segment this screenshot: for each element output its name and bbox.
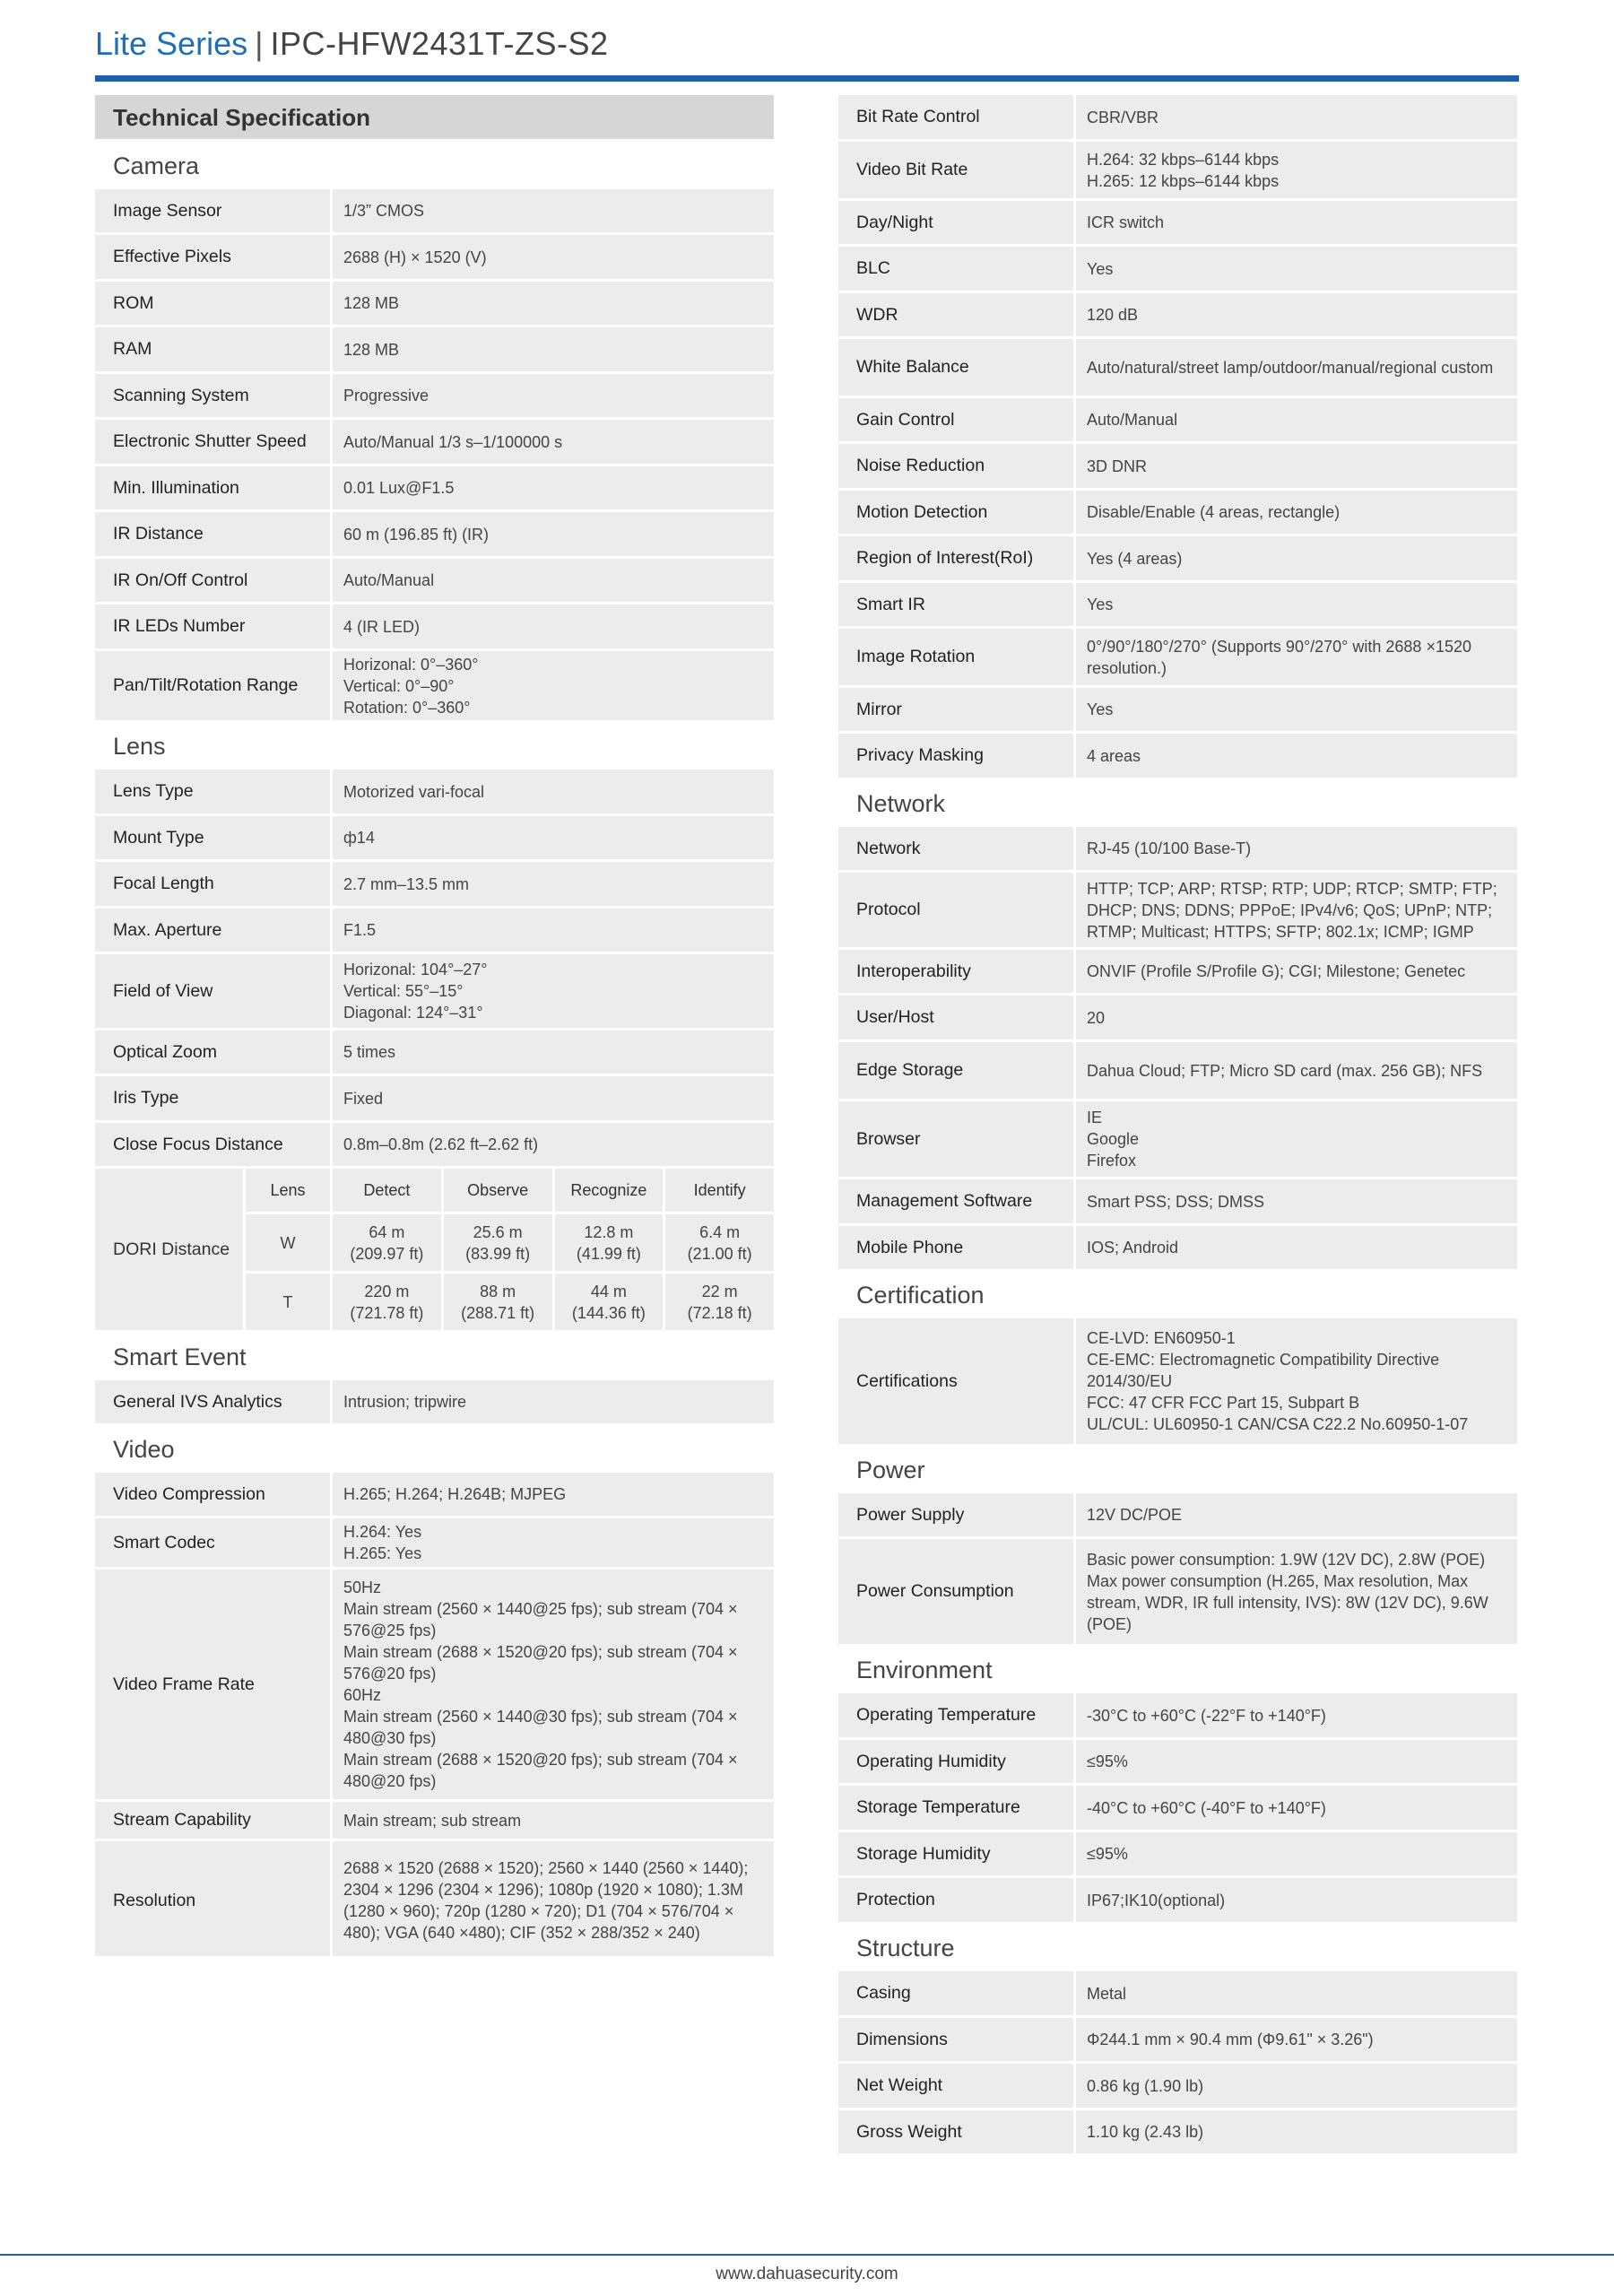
spec-key: Motion Detection — [838, 491, 1073, 534]
spec-row — [838, 734, 1517, 778]
footer-url: www.dahuasecurity.com — [716, 2265, 898, 2283]
spec-key: Field of View — [95, 954, 330, 1028]
section-camera: Camera — [113, 152, 200, 179]
spec-row — [838, 95, 1517, 139]
spec-key: IR LEDs Number — [95, 604, 330, 648]
spec-row — [838, 1786, 1517, 1830]
spec-row — [838, 201, 1517, 244]
spec-row — [838, 583, 1517, 626]
dori-cell: 25.6 m (83.99 ft) — [444, 1214, 552, 1271]
dori-label: DORI Distance — [95, 1169, 243, 1330]
spec-value: ф14 — [333, 816, 774, 859]
spec-value: Metal — [1076, 1971, 1517, 2015]
spec-key: Image Rotation — [838, 629, 1073, 685]
dori-header-cell: Observe — [444, 1169, 552, 1212]
spec-row — [838, 1971, 1517, 2015]
section-certification: Certification — [856, 1282, 985, 1309]
spec-value: 128 MB — [333, 327, 774, 371]
spec-value: Φ244.1 mm × 90.4 mm (Φ9.61" × 3.26") — [1076, 2018, 1517, 2061]
spec-row — [838, 996, 1517, 1039]
spec-row — [838, 444, 1517, 488]
spec-value: IP67;IK10(optional) — [1076, 1878, 1517, 1922]
spec-row — [838, 688, 1517, 731]
spec-key: RAM — [95, 327, 330, 371]
spec-row — [95, 770, 774, 813]
spec-row — [838, 1539, 1517, 1644]
structure-table — [838, 1971, 1517, 2153]
spec-row — [838, 293, 1517, 336]
spec-value: Auto/natural/street lamp/outdoor/manual/regional custom — [1076, 339, 1517, 396]
section-environment: Environment — [856, 1657, 993, 1683]
spec-row — [95, 374, 774, 417]
spec-key: Edge Storage — [838, 1042, 1073, 1099]
spec-value: IE Google Firefox — [1076, 1101, 1517, 1177]
spec-key: Management Software — [838, 1179, 1073, 1223]
camera-table — [95, 189, 774, 720]
spec-value: IOS; Android — [1076, 1226, 1517, 1269]
environment-table — [838, 1693, 1517, 1922]
spec-row — [838, 536, 1517, 580]
spec-key: Iris Type — [95, 1076, 330, 1120]
right-column — [838, 95, 1517, 2283]
spec-value: 5 times — [333, 1031, 774, 1074]
spec-row — [838, 339, 1517, 396]
spec-key: Lens Type — [95, 770, 330, 813]
spec-key: Focal Length — [95, 862, 330, 906]
spec-row — [838, 1878, 1517, 1922]
spec-row — [95, 1570, 774, 1799]
spec-value: 0°/90°/180°/270° (Supports 90°/270° with 2688 ×1520 resolution.) — [1076, 629, 1517, 685]
spec-value: 128 MB — [333, 282, 774, 325]
spec-value: 2688 (H) × 1520 (V) — [333, 235, 774, 279]
section-video: Video — [113, 1436, 175, 1463]
spec-key: Video Frame Rate — [95, 1570, 330, 1799]
spec-row — [95, 862, 774, 906]
spec-value: 4 (IR LED) — [333, 604, 774, 648]
spec-value: 4 areas — [1076, 734, 1517, 778]
section-power: Power — [856, 1457, 925, 1483]
spec-value: F1.5 — [333, 909, 774, 952]
footer-rule — [0, 2254, 1614, 2256]
spec-row — [838, 491, 1517, 534]
spec-value: 2688 × 1520 (2688 × 1520); 2560 × 1440 (2560 × 1440); 2304 × 1296 (2304 × 1296); 1080p (1920 × 1080); 1.3M (1280 × 960); 720p (1280 × 720); D1 (704 × 576/704 × 480); VGA (640 ×480); CIF (352 × 288/352 × 240) — [333, 1841, 774, 1956]
spec-value: Basic power consumption: 1.9W (12V DC), 2.8W (POE) Max power consumption (H.265, Max resolution, Max stream, WDR, IR full intensity, IVS): 8W (12V DC), 9.6W (POE) — [1076, 1539, 1517, 1644]
section-network: Network — [856, 790, 946, 817]
spec-key: Stream Capability — [95, 1802, 330, 1839]
section-smart-event: Smart Event — [113, 1344, 247, 1370]
spec-row — [838, 827, 1517, 870]
spec-key: Storage Humidity — [838, 1832, 1073, 1875]
spec-value: ICR switch — [1076, 201, 1517, 244]
spec-key: Casing — [838, 1971, 1073, 2015]
spec-row — [838, 1832, 1517, 1875]
spec-value: HTTP; TCP; ARP; RTSP; RTP; UDP; RTCP; SMTP; FTP; DHCP; DNS; DDNS; PPPoE; IPv4/v6; QoS; UPnP; NTP; RTMP; Multicast; HTTPS; SFTP; 802.1x; ICMP; IGMP — [1076, 873, 1517, 947]
spec-row — [95, 954, 774, 1028]
spec-value: Progressive — [333, 374, 774, 417]
spec-value: 120 dB — [1076, 293, 1517, 336]
spec-key: BLC — [838, 247, 1073, 291]
spec-row — [95, 466, 774, 509]
technical-specification-title: Technical Specification — [95, 95, 774, 139]
spec-row — [838, 1493, 1517, 1536]
spec-row — [95, 1031, 774, 1074]
spec-key: Operating Temperature — [838, 1693, 1073, 1737]
spec-key: Gain Control — [838, 398, 1073, 441]
spec-row — [95, 282, 774, 325]
dori-cell: 6.4 m (21.00 ft) — [665, 1214, 774, 1271]
spec-value: RJ-45 (10/100 Base-T) — [1076, 827, 1517, 870]
dori-distance-table — [95, 1169, 774, 1330]
spec-value: Intrusion; tripwire — [333, 1380, 774, 1423]
spec-key: Region of Interest(RoI) — [838, 536, 1073, 580]
spec-row — [95, 1473, 774, 1516]
spec-key: Noise Reduction — [838, 444, 1073, 488]
spec-value: ONVIF (Profile S/Profile G); CGI; Milestone; Genetec — [1076, 950, 1517, 993]
spec-key: Network — [838, 827, 1073, 870]
dori-cell: 220 m (721.78 ft) — [333, 1274, 441, 1330]
spec-key: User/Host — [838, 996, 1073, 1039]
spec-value: Horizonal: 104°–27° Vertical: 55°–15° Diagonal: 124°–31° — [333, 954, 774, 1028]
spec-key: Close Focus Distance — [95, 1123, 330, 1166]
spec-value: Yes — [1076, 688, 1517, 731]
page-header — [95, 25, 609, 63]
spec-key: Bit Rate Control — [838, 95, 1073, 139]
spec-value: H.265; H.264; H.264B; MJPEG — [333, 1473, 774, 1516]
spec-row — [838, 1226, 1517, 1269]
spec-key: General IVS Analytics — [95, 1380, 330, 1423]
left-column — [95, 95, 774, 1956]
spec-value: Yes — [1076, 583, 1517, 626]
spec-key: IR Distance — [95, 512, 330, 556]
spec-row — [838, 1179, 1517, 1223]
spec-key: Mobile Phone — [838, 1226, 1073, 1269]
spec-row — [95, 1518, 774, 1567]
dori-header-cell: Identify — [665, 1169, 774, 1212]
spec-row — [95, 189, 774, 232]
spec-value: Horizonal: 0°–360° Vertical: 0°–90° Rotation: 0°–360° — [333, 651, 774, 720]
spec-row — [838, 1318, 1517, 1444]
spec-key: IR On/Off Control — [95, 559, 330, 602]
spec-value: ≤95% — [1076, 1740, 1517, 1783]
spec-row — [95, 1123, 774, 1166]
lens-table — [95, 770, 774, 1166]
video-table — [95, 1473, 774, 1956]
spec-row — [95, 420, 774, 464]
spec-row — [838, 1693, 1517, 1737]
spec-value: 0.8m–0.8m (2.62 ft–2.62 ft) — [333, 1123, 774, 1166]
spec-row — [95, 512, 774, 556]
video-continued-table — [838, 95, 1517, 778]
model-number: IPC-HFW2431T-ZS-S2 — [270, 25, 609, 62]
dori-cell: T — [246, 1274, 330, 1330]
dori-header-cell: Lens — [246, 1169, 330, 1212]
spec-value: Yes (4 areas) — [1076, 536, 1517, 580]
dori-cell: 22 m (72.18 ft) — [665, 1274, 774, 1330]
power-table — [838, 1493, 1517, 1644]
spec-key: WDR — [838, 293, 1073, 336]
spec-key: Effective Pixels — [95, 235, 330, 279]
spec-key: Day/Night — [838, 201, 1073, 244]
spec-key: Smart IR — [838, 583, 1073, 626]
spec-row — [95, 816, 774, 859]
spec-value: Auto/Manual 1/3 s–1/100000 s — [333, 420, 774, 464]
spec-value: 12V DC/POE — [1076, 1493, 1517, 1536]
spec-row — [95, 327, 774, 371]
spec-row — [95, 1076, 774, 1120]
spec-value: Auto/Manual — [333, 559, 774, 602]
spec-value: Main stream; sub stream — [333, 1802, 774, 1839]
spec-row — [838, 1740, 1517, 1783]
series-name: Lite Series — [95, 25, 248, 62]
dori-header-cell: Detect — [333, 1169, 441, 1212]
dori-cell: 64 m (209.97 ft) — [333, 1214, 441, 1271]
spec-row — [838, 398, 1517, 441]
spec-value: 20 — [1076, 996, 1517, 1039]
dori-cell: W — [246, 1214, 330, 1271]
spec-row — [838, 2018, 1517, 2061]
dori-grid — [246, 1169, 774, 1330]
dori-header-cell: Recognize — [555, 1169, 664, 1212]
spec-row — [838, 950, 1517, 993]
spec-row — [838, 1042, 1517, 1099]
spec-row — [95, 235, 774, 279]
spec-value: -30°C to +60°C (-22°F to +140°F) — [1076, 1693, 1517, 1737]
spec-row — [838, 629, 1517, 685]
spec-key: Interoperability — [838, 950, 1073, 993]
spec-value: Smart PSS; DSS; DMSS — [1076, 1179, 1517, 1223]
spec-value: Disable/Enable (4 areas, rectangle) — [1076, 491, 1517, 534]
spec-key: Browser — [838, 1101, 1073, 1177]
spec-value: H.264: 32 kbps–6144 kbps H.265: 12 kbps–6144 kbps — [1076, 142, 1517, 198]
header-rule — [95, 75, 1519, 82]
spec-value: 3D DNR — [1076, 444, 1517, 488]
spec-key: Video Compression — [95, 1473, 330, 1516]
spec-key: Certifications — [838, 1318, 1073, 1444]
spec-value: 0.86 kg (1.90 lb) — [1076, 2064, 1517, 2108]
spec-value: 1/3” CMOS — [333, 189, 774, 232]
spec-key: Mirror — [838, 688, 1073, 731]
network-table — [838, 827, 1517, 1269]
spec-key: Dimensions — [838, 2018, 1073, 2061]
spec-value: 0.01 Lux@F1.5 — [333, 466, 774, 509]
header-separator: | — [255, 25, 264, 62]
spec-value: Fixed — [333, 1076, 774, 1120]
spec-value: H.264: Yes H.265: Yes — [333, 1518, 774, 1567]
spec-row — [95, 604, 774, 648]
spec-key: Operating Humidity — [838, 1740, 1073, 1783]
spec-key: Smart Codec — [95, 1518, 330, 1567]
spec-value: 50Hz Main stream (2560 × 1440@25 fps); sub stream (704 × 576@25 fps) Main stream (2688 × 1520@20 fps); sub stream (704 × 576@20 fps) 60Hz Main stream (2560 × 1440@30 fps); sub stream (704 × 480@30 fps) Main stream (2688 × 1520@20 fps); sub stream (704 × 480@20 fps) — [333, 1570, 774, 1799]
spec-key: ROM — [95, 282, 330, 325]
spec-key: Image Sensor — [95, 189, 330, 232]
spec-row — [95, 559, 774, 602]
spec-value: 2.7 mm–13.5 mm — [333, 862, 774, 906]
spec-value: CE-LVD: EN60950-1 CE-EMC: Electromagnetic Compatibility Directive 2014/30/EU FCC: 47 CFR FCC Part 15, Subpart B UL/CUL: UL60950-1 CAN/CSA C22.2 No.60950-1-07 — [1076, 1318, 1517, 1444]
spec-key: Gross Weight — [838, 2110, 1073, 2153]
spec-value: Dahua Cloud; FTP; Micro SD card (max. 256 GB); NFS — [1076, 1042, 1517, 1099]
spec-value: ≤95% — [1076, 1832, 1517, 1875]
spec-key: Power Consumption — [838, 1539, 1073, 1644]
section-structure: Structure — [856, 1935, 955, 1961]
dori-cell: 12.8 m (41.99 ft) — [555, 1214, 664, 1271]
spec-key: White Balance — [838, 339, 1073, 396]
spec-row — [838, 142, 1517, 198]
spec-value: Auto/Manual — [1076, 398, 1517, 441]
spec-value: 60 m (196.85 ft) (IR) — [333, 512, 774, 556]
spec-key: Optical Zoom — [95, 1031, 330, 1074]
spec-row — [838, 247, 1517, 291]
spec-key: Privacy Masking — [838, 734, 1073, 778]
spec-key: Video Bit Rate — [838, 142, 1073, 198]
spec-row — [95, 1841, 774, 1956]
spec-key: Protocol — [838, 873, 1073, 947]
spec-row — [838, 873, 1517, 947]
spec-row — [95, 1380, 774, 1423]
spec-row — [838, 1101, 1517, 1177]
spec-value: Yes — [1076, 247, 1517, 291]
dori-cell: 88 m (288.71 ft) — [444, 1274, 552, 1330]
spec-key: Pan/Tilt/Rotation Range — [95, 651, 330, 720]
spec-key: Net Weight — [838, 2064, 1073, 2108]
spec-value: -40°C to +60°C (-40°F to +140°F) — [1076, 1786, 1517, 1830]
certification-table — [838, 1318, 1517, 1444]
spec-key: Resolution — [95, 1841, 330, 1956]
spec-row — [95, 651, 774, 720]
spec-row — [838, 2064, 1517, 2108]
spec-key: Electronic Shutter Speed — [95, 420, 330, 464]
spec-key: Power Supply — [838, 1493, 1073, 1536]
spec-row — [95, 1802, 774, 1839]
spec-key: Max. Aperture — [95, 909, 330, 952]
spec-value: 1.10 kg (2.43 lb) — [1076, 2110, 1517, 2153]
spec-key: Min. Illumination — [95, 466, 330, 509]
spec-key: Scanning System — [95, 374, 330, 417]
smart-event-table — [95, 1380, 774, 1423]
spec-key: Protection — [838, 1878, 1073, 1922]
spec-value: Motorized vari-focal — [333, 770, 774, 813]
spec-key: Storage Temperature — [838, 1786, 1073, 1830]
dori-cell: 44 m (144.36 ft) — [555, 1274, 664, 1330]
spec-key: Mount Type — [95, 816, 330, 859]
spec-row — [838, 2110, 1517, 2153]
spec-value: CBR/VBR — [1076, 95, 1517, 139]
section-lens: Lens — [113, 733, 166, 760]
spec-row — [95, 909, 774, 952]
